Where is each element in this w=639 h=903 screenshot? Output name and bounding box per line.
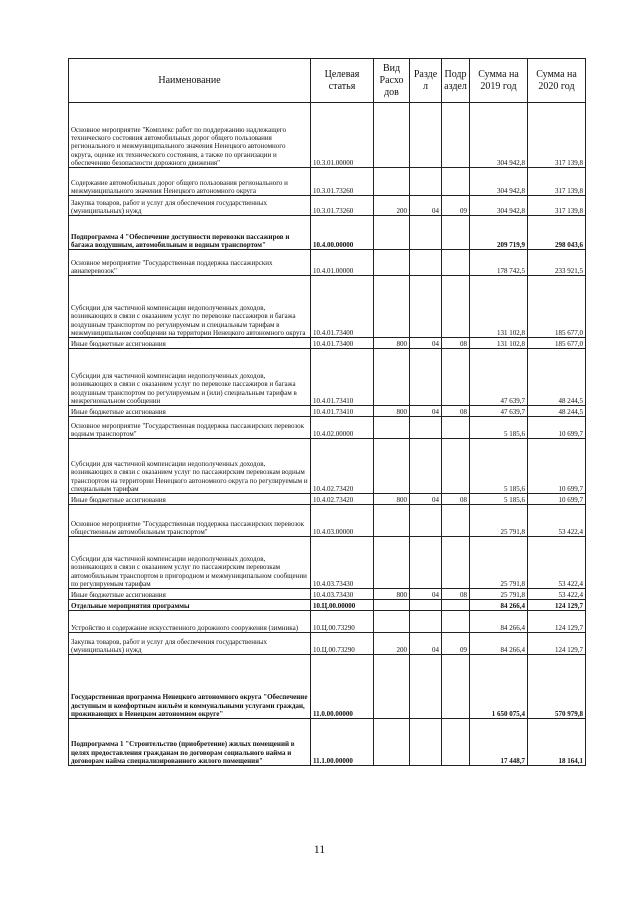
cell-name: Иные бюджетные ассигнования xyxy=(69,589,311,600)
cell-target-article: 10.3.01.00000 xyxy=(311,103,374,168)
cell-sum-2020: 317 139,8 xyxy=(528,168,586,196)
cell-sum-2019: 84 266,4 xyxy=(470,600,528,611)
col-header-sum-2020: Сумма на 2020 год xyxy=(528,59,586,103)
cell-target-article: 10.4.01.73410 xyxy=(311,406,374,417)
cell-name: Субсидии для частичной компенсации недополученных доходов, возникающих в связи с оказанием услуг по перевозке пассажиров и багажа воздушным транспортом по регулируемым и (или) специальным тарифам в межрегиональном сообщении xyxy=(69,349,311,406)
cell-expense-type xyxy=(374,655,410,719)
cell-target-article: 10.Ц.00.73290 xyxy=(311,611,374,633)
cell-name: Отдельные мероприятия программы xyxy=(69,600,311,611)
cell-subsection xyxy=(442,417,470,439)
cell-name: Субсидии для частичной компенсации недополученных доходов, возникающих в связи с оказанием услуг по перевозке пассажиров и багажа воздушным транспортом по регулируемым и специальным тарифам в межмуниципальном сообщении на территории Ненецкого автономного округа xyxy=(69,276,311,338)
cell-section xyxy=(410,103,442,168)
cell-target-article: 10.4.01.00000 xyxy=(311,250,374,276)
table-body xyxy=(69,103,586,766)
cell-expense-type: 800 xyxy=(374,338,410,349)
cell-expense-type xyxy=(374,439,410,494)
cell-name: Подпрограмма 4 "Обеспечение доступности перевозки пассажиров и багажа воздушным, автомобильным и водным транспортом" xyxy=(69,216,311,250)
cell-name: Основное мероприятие "Государственная поддержка пассажирских авиаперевозок" xyxy=(69,250,311,276)
cell-sum-2020: 53 422,4 xyxy=(528,505,586,537)
cell-name: Иные бюджетные ассигнования xyxy=(69,338,311,349)
cell-name: Иные бюджетные ассигнования xyxy=(69,406,311,417)
table-row xyxy=(69,633,586,655)
cell-section xyxy=(410,276,442,338)
cell-subsection: 09 xyxy=(442,196,470,216)
cell-sum-2020: 48 244,5 xyxy=(528,406,586,417)
cell-expense-type: 800 xyxy=(374,589,410,600)
cell-subsection xyxy=(442,600,470,611)
cell-target-article: 10.4.01.73400 xyxy=(311,338,374,349)
cell-sum-2019: 131 102,8 xyxy=(470,338,528,349)
cell-target-article: 10.4.01.73400 xyxy=(311,276,374,338)
cell-sum-2019: 5 185,6 xyxy=(470,494,528,505)
cell-target-article: 10.4.02.00000 xyxy=(311,417,374,439)
cell-sum-2020: 185 677,0 xyxy=(528,338,586,349)
table-header-row xyxy=(69,59,586,103)
cell-sum-2020: 124 129,7 xyxy=(528,611,586,633)
cell-sum-2020: 233 921,5 xyxy=(528,250,586,276)
cell-expense-type xyxy=(374,537,410,589)
cell-expense-type xyxy=(374,505,410,537)
cell-section xyxy=(410,655,442,719)
cell-sum-2019: 25 791,8 xyxy=(470,537,528,589)
cell-expense-type: 800 xyxy=(374,494,410,505)
cell-subsection: 08 xyxy=(442,589,470,600)
cell-expense-type xyxy=(374,250,410,276)
cell-section: 04 xyxy=(410,406,442,417)
cell-sum-2019: 47 639,7 xyxy=(470,349,528,406)
cell-expense-type xyxy=(374,611,410,633)
cell-section: 04 xyxy=(410,338,442,349)
cell-target-article: 11.1.00.00000 xyxy=(311,719,374,766)
cell-expense-type xyxy=(374,600,410,611)
cell-name: Закупка товаров, работ и услуг для обеспечения государственных (муниципальных) нужд xyxy=(69,196,311,216)
table-row xyxy=(69,349,586,406)
cell-sum-2020: 124 129,7 xyxy=(528,600,586,611)
cell-name: Государственная программа Ненецкого автономного округа "Обеспечение доступным и комфортным жильём и коммунальными услугами граждан, проживающих в Ненецком автономном округе" xyxy=(69,655,311,719)
cell-sum-2020: 317 139,8 xyxy=(528,196,586,216)
cell-name: Основное мероприятие "Комплекс работ по поддержанию надлежащего технического состояния автомобильных дорог общего пользования регионального и межмуниципального значения Ненецкого автономного округа, оценке их технического состояния, а также по организации и обеспечению безопасности дорожного движения" xyxy=(69,103,311,168)
table-row xyxy=(69,168,586,196)
cell-sum-2020: 48 244,5 xyxy=(528,349,586,406)
cell-section: 04 xyxy=(410,633,442,655)
cell-section xyxy=(410,600,442,611)
col-header-subsection: Подр аздел xyxy=(442,59,470,103)
cell-section xyxy=(410,349,442,406)
cell-subsection: 08 xyxy=(442,406,470,417)
cell-sum-2019: 84 266,4 xyxy=(470,633,528,655)
table-row xyxy=(69,338,586,349)
cell-section: 04 xyxy=(410,196,442,216)
cell-subsection xyxy=(442,505,470,537)
cell-sum-2019: 47 639,7 xyxy=(470,406,528,417)
cell-sum-2020: 53 422,4 xyxy=(528,589,586,600)
cell-sum-2020: 53 422,4 xyxy=(528,537,586,589)
table-row xyxy=(69,406,586,417)
page-number: 11 xyxy=(313,842,326,856)
col-header-expense-type: Вид Расхо дов xyxy=(374,59,410,103)
cell-subsection xyxy=(442,439,470,494)
cell-target-article: 10.4.02.73420 xyxy=(311,439,374,494)
table-row xyxy=(69,250,586,276)
cell-target-article: 10.4.03.73430 xyxy=(311,589,374,600)
table-row xyxy=(69,417,586,439)
cell-subsection xyxy=(442,216,470,250)
cell-sum-2019: 17 448,7 xyxy=(470,719,528,766)
cell-sum-2019: 304 942,8 xyxy=(470,196,528,216)
cell-sum-2019: 131 102,8 xyxy=(470,276,528,338)
cell-sum-2019: 5 185,6 xyxy=(470,439,528,494)
cell-target-article: 10.Ц.00.00000 xyxy=(311,600,374,611)
cell-subsection xyxy=(442,349,470,406)
table-row xyxy=(69,494,586,505)
cell-section: 04 xyxy=(410,589,442,600)
cell-section: 04 xyxy=(410,494,442,505)
cell-subsection: 09 xyxy=(442,633,470,655)
cell-sum-2020: 18 164,1 xyxy=(528,719,586,766)
cell-sum-2019: 84 266,4 xyxy=(470,611,528,633)
table-row xyxy=(69,611,586,633)
table-row xyxy=(69,196,586,216)
cell-expense-type xyxy=(374,719,410,766)
cell-name: Основное мероприятие "Государственная поддержка пассажирских перевозок водным транспортом" xyxy=(69,417,311,439)
cell-expense-type xyxy=(374,103,410,168)
cell-expense-type xyxy=(374,216,410,250)
cell-target-article: 10.4.01.73410 xyxy=(311,349,374,406)
cell-name: Устройство и содержание искусственного дорожного сооружения (зимника) xyxy=(69,611,311,633)
cell-sum-2019: 304 942,8 xyxy=(470,168,528,196)
cell-sum-2019: 178 742,5 xyxy=(470,250,528,276)
cell-expense-type: 800 xyxy=(374,406,410,417)
cell-name: Субсидии для частичной компенсации недополученных доходов, возникающих в связи с оказанием услуг по пассажирским перевозкам водным транспортом на территории Ненецкого автономного округа по регулируемым и специальным тарифам xyxy=(69,439,311,494)
cell-expense-type xyxy=(374,276,410,338)
table-row xyxy=(69,439,586,494)
col-header-name: Наименование xyxy=(69,59,311,103)
cell-expense-type: 200 xyxy=(374,633,410,655)
cell-target-article: 10.4.00.00000 xyxy=(311,216,374,250)
cell-sum-2020: 10 699,7 xyxy=(528,439,586,494)
cell-name: Подпрограмма 1 "Строительство (приобретение) жилых помещений в целях предоставления гражданам по договорам социального найма и договорам найма специализированного жилого помещения" xyxy=(69,719,311,766)
cell-expense-type xyxy=(374,349,410,406)
cell-name: Закупка товаров, работ и услуг для обеспечения государственных (муниципальных) нужд xyxy=(69,633,311,655)
cell-target-article: 10.3.01.73260 xyxy=(311,168,374,196)
cell-section xyxy=(410,216,442,250)
cell-sum-2020: 10 699,7 xyxy=(528,417,586,439)
cell-target-article: 10.Ц.00.73290 xyxy=(311,633,374,655)
cell-subsection xyxy=(442,537,470,589)
cell-expense-type: 200 xyxy=(374,196,410,216)
cell-name: Содержание автомобильных дорог общего пользования регионального и межмуниципального значения Ненецкого автономного округа xyxy=(69,168,311,196)
cell-subsection xyxy=(442,276,470,338)
cell-sum-2020: 570 979,8 xyxy=(528,655,586,719)
cell-section xyxy=(410,417,442,439)
cell-sum-2019: 209 719,9 xyxy=(470,216,528,250)
cell-name: Основное мероприятие "Государственная поддержка пассажирских перевозок общественным автомобильным транспортом" xyxy=(69,505,311,537)
cell-section xyxy=(410,719,442,766)
cell-target-article: 10.3.01.73260 xyxy=(311,196,374,216)
col-header-sum-2019: Сумма на 2019 год xyxy=(470,59,528,103)
cell-sum-2020: 185 677,0 xyxy=(528,276,586,338)
table-row xyxy=(69,537,586,589)
table-row xyxy=(69,600,586,611)
table-row xyxy=(69,719,586,766)
cell-target-article: 10.4.03.73430 xyxy=(311,537,374,589)
cell-name: Иные бюджетные ассигнования xyxy=(69,494,311,505)
cell-sum-2019: 25 791,8 xyxy=(470,505,528,537)
cell-target-article: 10.4.02.73420 xyxy=(311,494,374,505)
cell-subsection xyxy=(442,655,470,719)
cell-sum-2019: 25 791,8 xyxy=(470,589,528,600)
cell-sum-2020: 10 699,7 xyxy=(528,494,586,505)
budget-table xyxy=(68,58,586,766)
table-row xyxy=(69,589,586,600)
cell-section xyxy=(410,439,442,494)
cell-name: Субсидии для частичной компенсации недополученных доходов, возникающих в связи с оказанием услуг по пассажирским перевозкам автомобильным транспортом в пригородном и межмуниципальном сообщении по регулируемым тарифам xyxy=(69,537,311,589)
table-row xyxy=(69,216,586,250)
cell-sum-2019: 5 185,6 xyxy=(470,417,528,439)
cell-target-article: 10.4.03.00000 xyxy=(311,505,374,537)
table-row xyxy=(69,505,586,537)
cell-section xyxy=(410,168,442,196)
cell-subsection xyxy=(442,168,470,196)
cell-sum-2019: 304 942,8 xyxy=(470,103,528,168)
cell-subsection: 08 xyxy=(442,338,470,349)
cell-section xyxy=(410,611,442,633)
table-row xyxy=(69,276,586,338)
cell-subsection xyxy=(442,611,470,633)
cell-sum-2020: 124 129,7 xyxy=(528,633,586,655)
cell-section xyxy=(410,505,442,537)
cell-section xyxy=(410,537,442,589)
cell-target-article: 11.0.00.00000 xyxy=(311,655,374,719)
table-row xyxy=(69,103,586,168)
cell-subsection: 08 xyxy=(442,494,470,505)
cell-expense-type xyxy=(374,168,410,196)
col-header-section: Разде л xyxy=(410,59,442,103)
cell-subsection xyxy=(442,103,470,168)
cell-expense-type xyxy=(374,417,410,439)
cell-sum-2019: 1 650 075,4 xyxy=(470,655,528,719)
col-header-target-article: Целевая статья xyxy=(311,59,374,103)
cell-subsection xyxy=(442,719,470,766)
cell-subsection xyxy=(442,250,470,276)
cell-section xyxy=(410,250,442,276)
cell-sum-2020: 298 043,6 xyxy=(528,216,586,250)
cell-sum-2020: 317 139,8 xyxy=(528,103,586,168)
table-row xyxy=(69,655,586,719)
